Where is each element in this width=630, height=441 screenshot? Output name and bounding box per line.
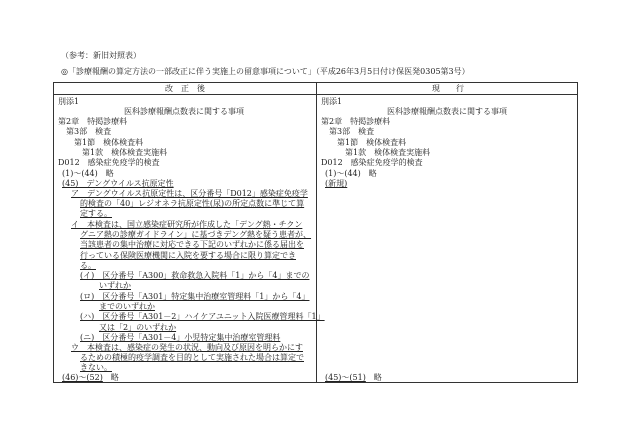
left-line: 第1款 検体検査実施料 xyxy=(82,148,168,157)
left-line: ア デングウイルス抗原定性は、区分番号「D012」感染症免疫学 xyxy=(71,189,308,198)
left-line: きない。 xyxy=(80,363,112,372)
left-line: イ 本検査は、国立感染症研究所が作成した「デング熱・チクン xyxy=(71,220,303,229)
left-line: 第2章 特掲診療料 xyxy=(58,117,128,126)
right-line: 別添1 xyxy=(321,97,343,106)
right-omitted: 略 xyxy=(365,373,382,382)
right-line xyxy=(325,373,382,383)
column-divider xyxy=(316,83,317,382)
left-line: 医科診療報酬点数表に関する事項 xyxy=(124,107,244,116)
left-omitted: 略 xyxy=(102,373,119,382)
right-line: 第1節 検体検査料 xyxy=(337,138,407,147)
left-line: 第1節 検体検査料 xyxy=(74,138,144,147)
left-line: 当該患者の集中治療に対応できる下記のいずれかに係る届出を xyxy=(80,240,304,249)
left-renumbered-range: (46)～(52) xyxy=(62,373,103,382)
right-line: D012 感染症免疫学的検査 xyxy=(321,158,423,167)
header-current: 現 行 xyxy=(432,84,464,93)
left-line: る。 xyxy=(80,261,96,270)
left-line: 的検査の「40」レジオネラ抗原定性(尿)の所定点数に準じて算 xyxy=(80,199,305,208)
left-line: るための積極的疫学調査を目的として実施された場合は算定で xyxy=(80,353,304,362)
left-line: D012 感染症免疫学的検査 xyxy=(58,158,160,167)
left-line: (45) デングウイルス抗原定性 xyxy=(62,179,174,188)
left-line: (ニ) 区分番号「A301－4」小児特定集中治療室管理料 xyxy=(80,333,281,342)
left-line: 別添1 xyxy=(58,97,80,106)
left-line: (ハ) 区分番号「A301－2」ハイケアユニット入院医療管理料「1」 xyxy=(80,312,325,321)
document-title: ◎「診療報酬の算定方法の一部改正に伴う実施上の留意事項について」（平成26年3月5日付け保医発0305第3号） xyxy=(61,67,470,76)
right-range: (45)～(51) xyxy=(325,373,366,382)
left-line: ウ 本検査は、感染症の発生の状況、動向及び原因を明らかにす xyxy=(71,343,303,352)
right-line: 医科診療報酬点数表に関する事項 xyxy=(387,107,507,116)
header-revised: 改 正 後 xyxy=(165,84,205,93)
comparison-table xyxy=(53,82,578,383)
right-line: 第3部 検査 xyxy=(329,127,375,136)
right-line: (新規) xyxy=(325,179,348,188)
left-line: 又は「2」のいずれか xyxy=(99,323,177,332)
left-line: までのいずれか xyxy=(99,302,155,311)
left-line: (ロ) 区分番号「A301」特定集中治療室管理料「1」から「4」 xyxy=(80,292,310,301)
left-line: グニア熱の診療ガイドライン」に基づきデング熱を疑う患者が、 xyxy=(80,230,312,239)
left-line: (1)～(44) 略 xyxy=(62,169,114,178)
right-line: 第1款 検体検査実施料 xyxy=(345,148,431,157)
right-line: 第2章 特掲診療料 xyxy=(321,117,391,126)
left-line: 定する。 xyxy=(80,209,112,218)
left-line: (イ) 区分番号「A300」救命救急入院料「1」から「4」までの xyxy=(80,271,310,280)
right-line: (1)～(44) 略 xyxy=(325,169,377,178)
left-line: 行っている保険医療機関に入院を要する場合に限り算定でき xyxy=(80,251,296,260)
reference-note: （参考：新旧対照表） xyxy=(61,51,141,60)
left-line: いずれか xyxy=(99,281,131,290)
left-line: 第3部 検査 xyxy=(66,127,112,136)
left-line xyxy=(62,373,119,383)
